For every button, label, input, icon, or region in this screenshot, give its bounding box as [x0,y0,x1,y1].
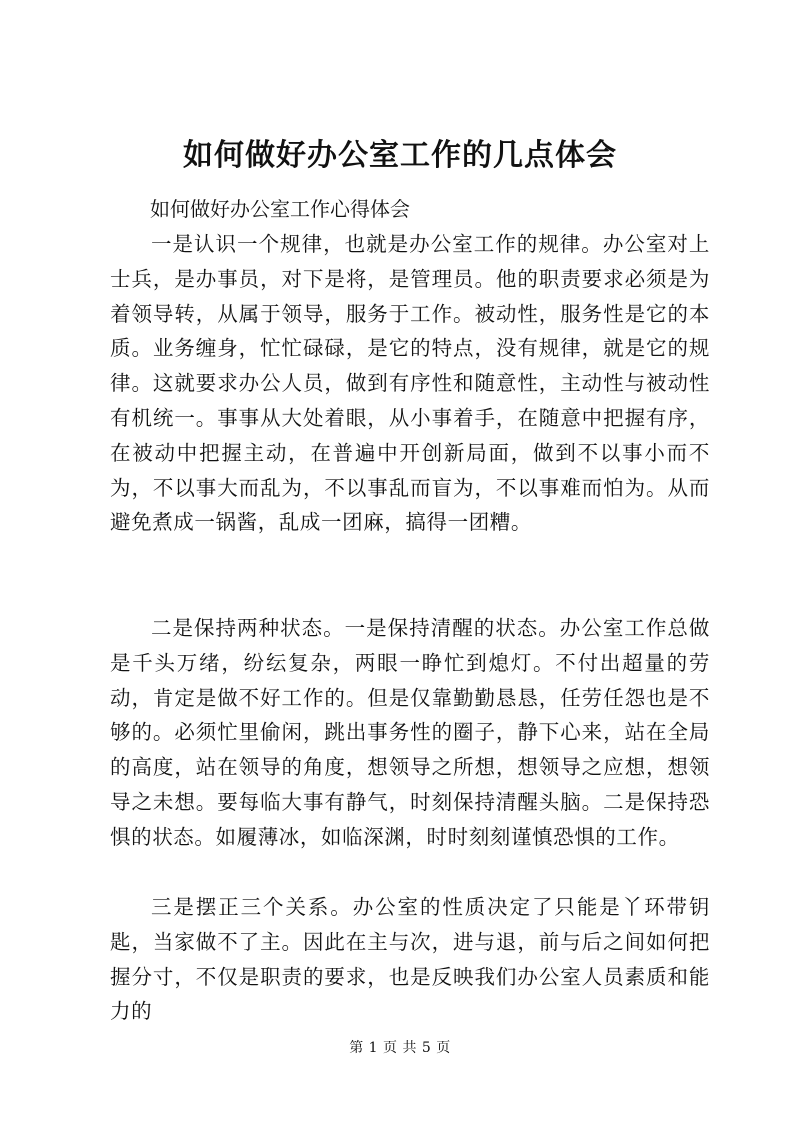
paragraph-1: 一是认识一个规律，也就是办公室工作的规律。办公室对上士兵，是办事员，对下是将，是管理员。他的职责要求必须是为着领导转，从属于领导，服务于工作。被动性，服务性是它的本质。业务缠身，忙忙碌碌，是它的特点，没有规律，就是它的规律。这就要求办公人员，做到有序性和随意性，主动性与被动性有机统一。事事从大处着眼，从小事着手，在随意中把握有序，在被动中把握主动，在普遍中开创新局面，做到不以事小而不为，不以事大而乱为，不以事乱而盲为，不以事难而怕为。从而避免煮成一锅酱，乱成一团麻，搞得一团糟。 [110,232,710,535]
document-subtitle: 如何做好办公室工作心得体会 [150,197,410,221]
paragraph-3: 三是摆正三个关系。办公室的性质决定了只能是丫环带钥匙，当家做不了主。因此在主与次，进与退，前与后之间如何把握分寸，不仅是职责的要求，也是反映我们办公室人员素质和能力的 [110,895,710,1024]
page-title: 如何做好办公室工作的几点体会 [183,138,617,173]
page-footer: 第 1 页 共 5 页 [349,1040,451,1056]
paragraph-2: 二是保持两种状态。一是保持清醒的状态。办公室工作总做是千头万绪，纷纭复杂，两眼一睁忙到熄灯。不付出超量的劳动，肯定是做不好工作的。但是仅靠勤勤恳恳，任劳任怨也是不够的。必须忙里偷闲，跳出事务性的圈子，静下心来，站在全局的高度，站在领导的角度，想领导之所想，想领导之应想，想领导之未想。要每临大事有静气，时刻保持清醒头脑。二是保持恐惧的状态。如履薄冰，如临深渊，时时刻刻谨慎恐惧的工作。 [110,616,710,849]
